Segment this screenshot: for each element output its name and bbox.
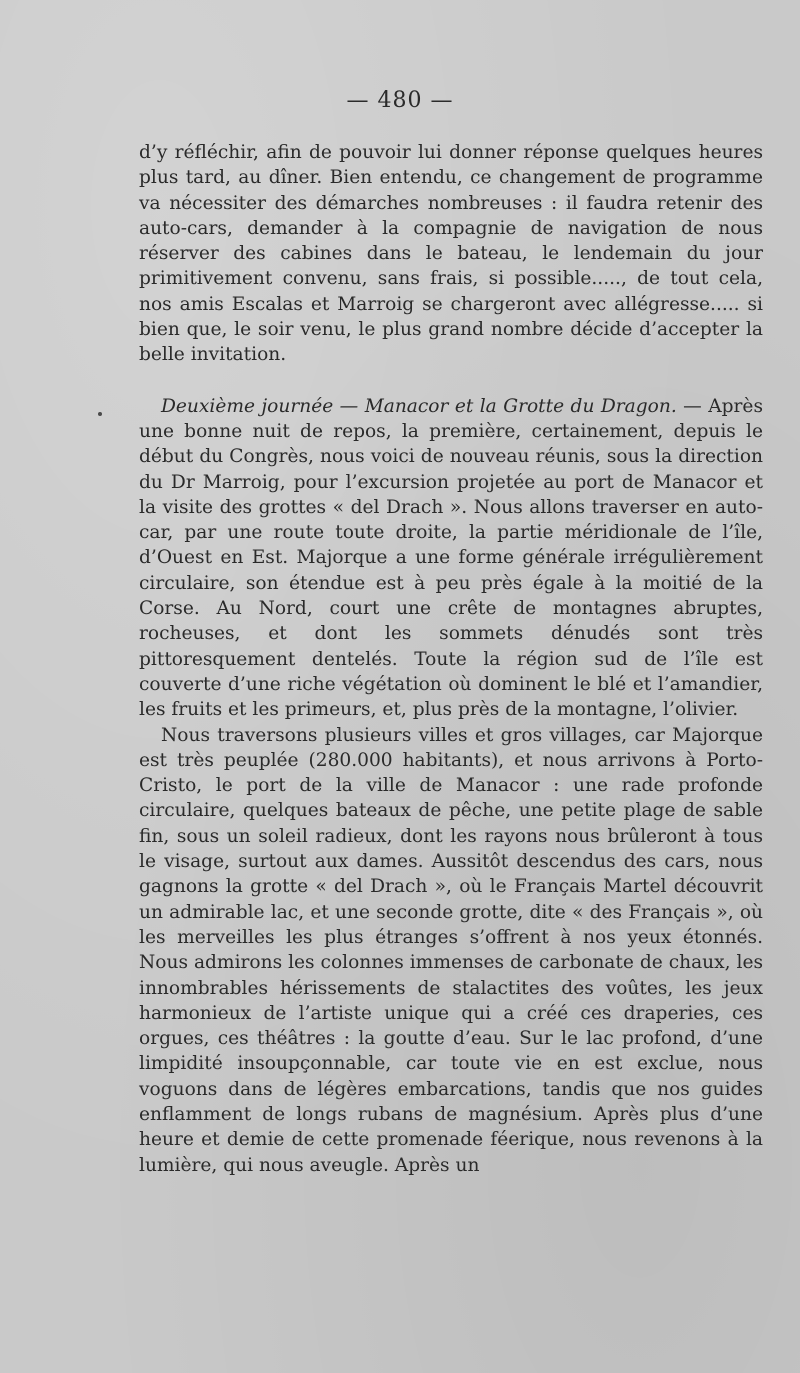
page-number: — 480 —	[346, 88, 454, 113]
paragraph: Nous traversons plusieurs villes et gros villages, car Majorque est très peuplée (280.000 habitants), et nous arrivons à Porto-Cristo, le port de la ville de Manacor : une rade profonde circulaire, quelques bateaux de pêche, une petite plage de sable fin, sous un soleil radieux, dont les rayons nous brûleront à tous le visage, surtout aux dames. Aussitôt descendus des cars, nous gagnons la grotte « del Drach », où le Français Martel découvrit un admirable lac, et une seconde grotte, dite « des Français », où les merveilles les plus étranges s’offrent à nos yeux étonnés. Nous admirons les colonnes immenses de carbonate de chaux, les innombrables hérissements de stalactites des voûtes, les jeux harmonieux de l’artiste unique qui a créé ces draperies, ces orgues, ces théâtres : la goutte d’eau. Sur le lac profond, d’une limpidité insoupçonnable, car toute vie en est exclue, nous voguons dans de légères embarcations, tandis que nos guides enflamment de longs rubans de magnésium. Après plus d’une heure et demie de cette promenade féerique, nous revenons à la lumière, qui nous aveugle. Après un	[139, 724, 763, 1176]
body-text	[139, 140, 763, 1178]
section-text: — Après une bonne nuit de repos, la première, certainement, depuis le début du Congrès, nous voici de nouveau réunis, sous la direction du Dr Marroig, pour l’excursion projetée au port de Manacor et la visite des grottes « del Drach ». Nous allons traverser en auto-car, par une route toute droite, la partie méridionale de l’île, d’Ouest en Est. Majorque a une forme générale irrégulièrement circulaire, son étendue est à peu près égale à la moitié de la Corse. Au Nord, court une crête de montagnes abruptes, rocheuses, et dont les sommets dénudés sont très pittoresquement dentelés. Toute la région sud de l’île est couverte d’une riche végétation où dominent le blé et l’amandier, les fruits et les primeurs, et, plus près de la montagne, l’olivier.	[139, 395, 763, 721]
paragraph	[139, 394, 763, 723]
section-title: Deuxième journée — Manacor et la Grotte du Dragon.	[161, 395, 677, 417]
ink-speck	[98, 412, 102, 416]
paragraph: d’y réfléchir, afin de pouvoir lui donner réponse quelques heures plus tard, au dîner. Bien entendu, ce changement de programme va nécessiter des démarches nombreuses : il faudra retenir des auto-cars, demander à la compagnie de navigation de nous réserver des cabines dans le bateau, le lendemain du jour primitivement convenu, sans frais, si possible....., de tout cela, nos amis Escalas et Marroig se chargeront avec allégresse..... si bien que, le soir venu, le plus grand nombre décide d’accepter la belle invitation.	[139, 142, 763, 366]
